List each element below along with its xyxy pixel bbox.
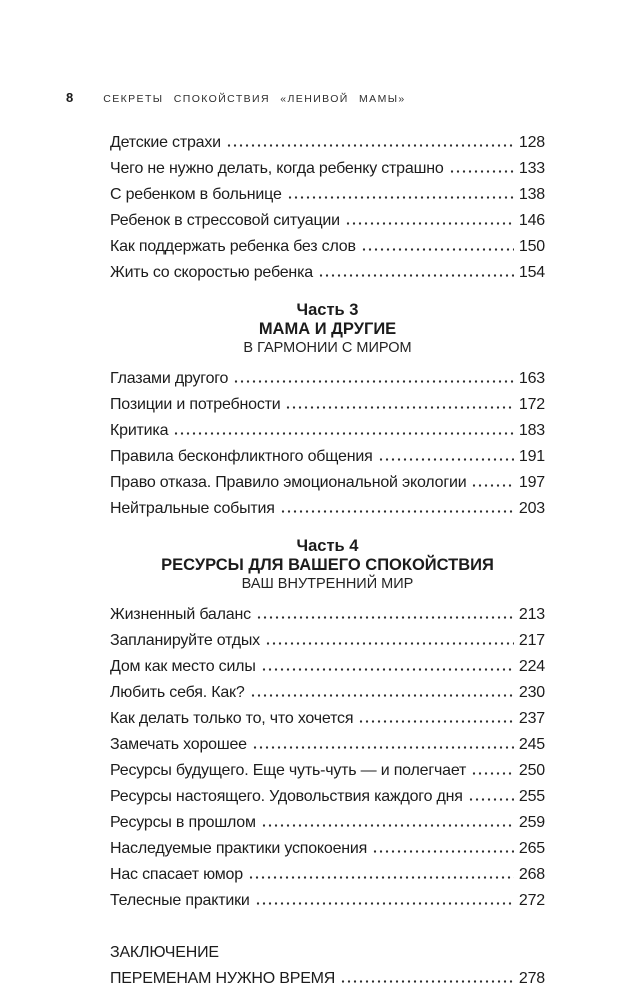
dot-leader <box>226 144 514 147</box>
toc-entry-title: Нейтральные события <box>110 500 275 517</box>
dot-leader <box>345 222 514 225</box>
toc-entry <box>110 810 545 836</box>
toc-entry-page: 154 <box>518 264 545 281</box>
toc-entry-title: Телесные практики <box>110 892 250 909</box>
dot-leader <box>265 642 514 645</box>
toc-entry-page: 146 <box>518 212 545 229</box>
dot-leader <box>358 720 514 723</box>
toc-entry-title: Запланируйте отдых <box>110 632 260 649</box>
toc-section <box>110 940 545 992</box>
toc-entry-page: 224 <box>518 658 545 675</box>
toc-entry-title: Нас спасает юмор <box>110 866 243 883</box>
toc-entry-title: Право отказа. Правило эмоциональной экологии <box>110 474 467 491</box>
dot-leader <box>287 196 514 199</box>
toc-entry-title: Ребенок в стрессовой ситуации <box>110 212 340 229</box>
toc-entry-title: Критика <box>110 422 169 439</box>
toc <box>110 130 545 992</box>
toc-entry-title: Жить со скоростью ребенка <box>110 264 313 281</box>
dot-leader <box>372 850 514 853</box>
toc-entry <box>110 470 545 496</box>
toc-entry <box>110 940 545 966</box>
toc-entry <box>110 130 545 156</box>
toc-entry <box>110 654 545 680</box>
dot-leader <box>248 876 514 879</box>
toc-section <box>110 130 545 286</box>
toc-entry <box>110 208 545 234</box>
toc-entry-page: 272 <box>518 892 545 909</box>
toc-entry <box>110 680 545 706</box>
toc-entry-page: 217 <box>518 632 545 649</box>
toc-entry <box>110 418 545 444</box>
toc-entry-page: 245 <box>518 736 545 753</box>
toc-section <box>110 301 545 522</box>
toc-entry <box>110 784 545 810</box>
page-number: 8 <box>66 90 74 105</box>
toc-entry-title: Правила бесконфликтного общения <box>110 448 373 465</box>
toc-entry-title: Как делать только то, что хочется <box>110 710 354 727</box>
toc-entry-page: 237 <box>518 710 545 727</box>
toc-entry <box>110 182 545 208</box>
toc-entry-page: 259 <box>518 814 545 831</box>
toc-entry-title: Глазами другого <box>110 370 229 387</box>
toc-entry-title: Позиции и потребности <box>110 396 281 413</box>
part-label: Часть 4 <box>296 537 359 555</box>
toc-entry-title: С ребенком в больнице <box>110 186 282 203</box>
part-subtitle: ВАШ ВНУТРЕННИЙ МИР <box>241 576 414 592</box>
dot-leader <box>285 406 513 409</box>
running-title: СЕКРЕТЫ СПОКОЙСТВИЯ «ЛЕНИВОЙ МАМЫ» <box>103 93 406 105</box>
dot-leader <box>256 616 514 619</box>
toc-entry-page: 138 <box>518 186 545 203</box>
dot-leader <box>261 824 514 827</box>
toc-entry <box>110 234 545 260</box>
toc-entry <box>110 366 545 392</box>
toc-entry-title: Жизненный баланс <box>110 606 251 623</box>
toc-entry <box>110 602 545 628</box>
toc-entry-title: Как поддержать ребенка без слов <box>110 238 356 255</box>
dot-leader <box>361 248 514 251</box>
toc-entry-page: 250 <box>518 762 545 779</box>
toc-entry-page: 183 <box>518 422 545 439</box>
toc-entry-title: ПЕРЕМЕНАМ НУЖНО ВРЕМЯ <box>110 970 336 987</box>
dot-leader <box>318 274 514 277</box>
dot-leader <box>233 380 514 383</box>
toc-entry-page: 172 <box>518 396 545 413</box>
toc-entry <box>110 444 545 470</box>
page-header <box>66 90 545 105</box>
toc-entry <box>110 758 545 784</box>
dot-leader <box>250 694 514 697</box>
dot-leader <box>252 746 514 749</box>
toc-entry-title: Ресурсы настоящего. Удовольствия каждого дня <box>110 788 463 805</box>
toc-entry-title: Замечать хорошее <box>110 736 247 753</box>
toc-entry-title: Дом как место силы <box>110 658 256 675</box>
toc-entry-page: 163 <box>518 370 545 387</box>
toc-entry <box>110 392 545 418</box>
toc-entry-title: ЗАКЛЮЧЕНИЕ <box>110 944 219 961</box>
section-heading <box>110 537 545 594</box>
toc-entry-page: 133 <box>518 160 545 177</box>
toc-entry-page: 150 <box>518 238 545 255</box>
toc-entry-title: Чего не нужно делать, когда ребенку страшно <box>110 160 444 177</box>
toc-entry <box>110 496 545 522</box>
dot-leader <box>340 980 514 983</box>
toc-entry <box>110 966 545 992</box>
dot-leader <box>471 772 514 775</box>
dot-leader <box>449 170 514 173</box>
toc-entry-title: Ресурсы в прошлом <box>110 814 256 831</box>
toc-entry-page: 213 <box>518 606 545 623</box>
dot-leader <box>378 458 514 461</box>
toc-entry-page: 230 <box>518 684 545 701</box>
toc-entry-page: 255 <box>518 788 545 805</box>
toc-section <box>110 537 545 914</box>
section-heading <box>110 301 545 358</box>
toc-entry-page: 278 <box>518 970 545 987</box>
toc-entry-page: 268 <box>518 866 545 883</box>
part-title: РЕСУРСЫ ДЛЯ ВАШЕГО СПОКОЙСТВИЯ <box>161 556 494 574</box>
toc-entry <box>110 260 545 286</box>
toc-entry-page: 203 <box>518 500 545 517</box>
dot-leader <box>255 902 514 905</box>
part-subtitle: В ГАРМОНИИ С МИРОМ <box>243 340 412 356</box>
toc-entry <box>110 732 545 758</box>
toc-entry-page: 197 <box>518 474 545 491</box>
dot-leader <box>468 798 514 801</box>
toc-entry-title: Детские страхи <box>110 134 221 151</box>
toc-entry-page: 191 <box>518 448 545 465</box>
dot-leader <box>261 668 514 671</box>
toc-entry <box>110 628 545 654</box>
part-title: МАМА И ДРУГИЕ <box>258 320 397 338</box>
toc-entry <box>110 156 545 182</box>
toc-entry <box>110 888 545 914</box>
dot-leader <box>471 484 513 487</box>
toc-entry-title: Наследуемые практики успокоения <box>110 840 368 857</box>
dot-leader <box>280 510 514 513</box>
dot-leader <box>173 432 514 435</box>
toc-entry-page: 128 <box>518 134 545 151</box>
toc-entry-title: Ресурсы будущего. Еще чуть-чуть — и полегчает <box>110 762 467 779</box>
toc-entry-page: 265 <box>518 840 545 857</box>
toc-entry <box>110 706 545 732</box>
toc-entry <box>110 862 545 888</box>
toc-entry <box>110 836 545 862</box>
toc-entry-title: Любить себя. Как? <box>110 684 245 701</box>
part-label: Часть 3 <box>296 301 359 319</box>
